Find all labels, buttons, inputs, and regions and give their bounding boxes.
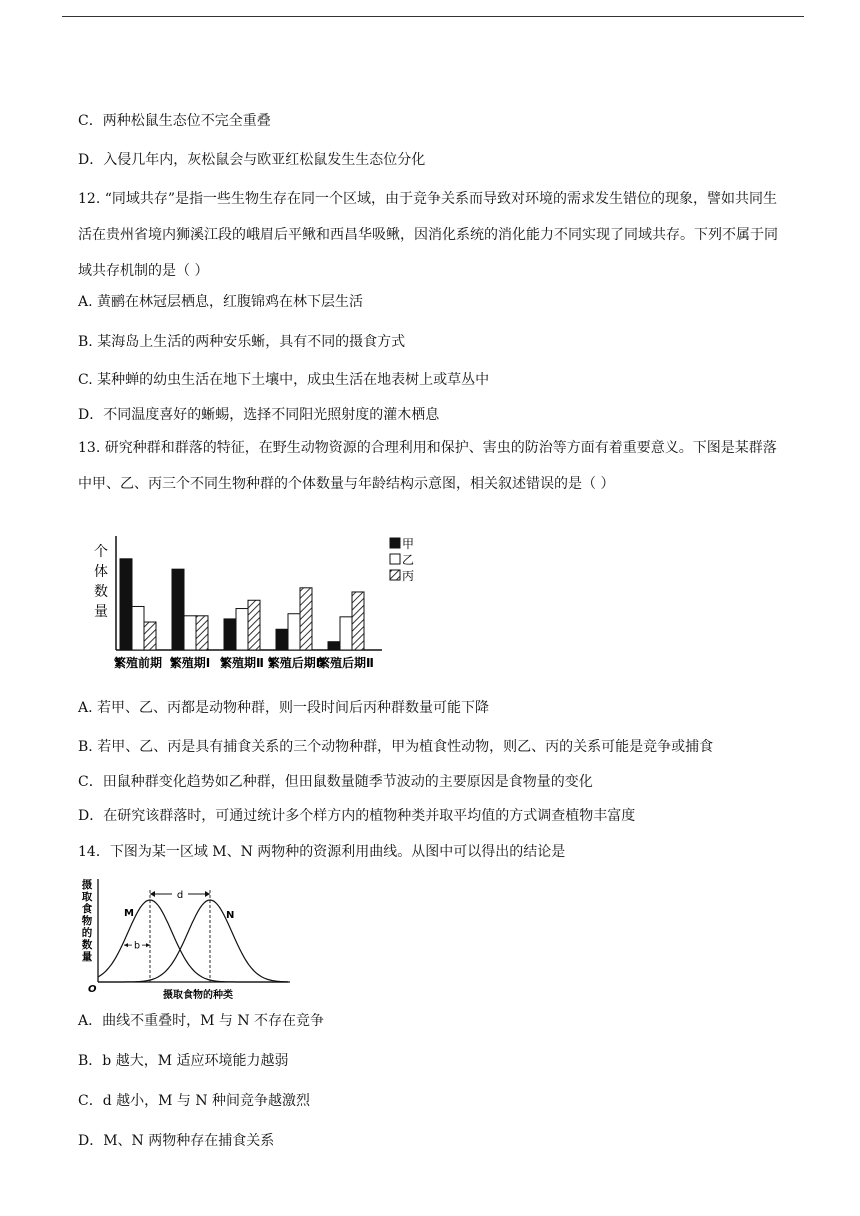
x-tick-label: 繁殖后期Ⅰ — [267, 656, 321, 670]
q14-option-a: A．曲线不重叠时，M 与 N 不存在竞争 — [78, 1013, 325, 1029]
resource-use-curve-chart — [78, 874, 308, 1002]
svg-text:个: 个 — [94, 544, 108, 560]
curve-x-axis-label: 摄取食物的种类 — [163, 990, 233, 1001]
curve-y-axis-char: 物 — [81, 915, 93, 927]
d-label: d — [176, 890, 184, 901]
q12-option-b: B. 某海岛上生活的两种安乐蜥，具有不同的摄食方式 — [78, 334, 406, 350]
curve-y-axis-char: 食 — [81, 903, 93, 915]
q14-option-d: D．M、N 两物种存在捕食关系 — [78, 1133, 275, 1149]
q14-option-b: B．b 越大，M 适应环境能力越弱 — [78, 1053, 289, 1069]
bar-丙-2 — [248, 600, 260, 650]
b-label: b — [133, 940, 141, 952]
svg-text:数: 数 — [94, 584, 108, 600]
svg-text:量: 量 — [94, 604, 108, 620]
legend-label-丙: 丙 — [402, 569, 415, 583]
header-rule — [62, 16, 804, 17]
curve-m-label: M — [124, 908, 134, 919]
q13-option-b: B. 若甲、乙、丙是具有捕食关系的三个动物种群，甲为植食性动物，则乙、丙的关系可能是竞争或捕食 — [78, 739, 714, 755]
b-arrow — [124, 941, 150, 952]
legend-swatch-甲 — [390, 538, 400, 548]
curve-y-axis-char: 量 — [81, 951, 93, 963]
q13-option-c: C．田鼠种群变化趋势如乙种群，但田鼠数量随季节波动的主要原因是食物量的变化 — [78, 774, 593, 790]
curve-y-axis-char: 摄 — [81, 879, 93, 891]
bar-乙-2 — [236, 609, 248, 650]
origin-label: O — [88, 984, 97, 995]
q11-option-c: C．两种松鼠生态位不完全重叠 — [78, 113, 271, 129]
q13-option-d: D．在研究该群落时，可通过统计多个样方内的植物种类并取平均值的方式调查植物丰富度 — [78, 808, 636, 824]
q12-option-c: C. 某种蝉的幼虫生活在地下土壤中，成虫生活在地表树上或草丛中 — [78, 372, 490, 388]
legend-label-乙: 乙 — [402, 553, 415, 567]
legend-swatch-乙 — [390, 554, 400, 564]
x-tick-label: 繁殖期Ⅰ — [169, 656, 211, 670]
bar-甲-4 — [328, 642, 340, 650]
q14-option-c: C．d 越小，M 与 N 种间竞争越激烈 — [78, 1093, 311, 1109]
bar-丙-3 — [300, 588, 312, 650]
svg-text:体: 体 — [94, 564, 108, 580]
bar-丙-0 — [144, 622, 156, 650]
q12-option-d: D．不同温度喜好的蜥蜴，选择不同阳光照射度的灌木栖息 — [78, 407, 440, 423]
d-arrow — [150, 890, 210, 901]
q13-stem: 13. 研究种群和群落的特征，在野生动物资源的合理利用和保护、害虫的防治等方面有着重要意义。下图是某群落中甲、乙、丙三个不同生物种群的个体数量与年龄结构示意图，相关叙述错误的是（ ） — [78, 440, 777, 492]
bar-乙-1 — [184, 616, 196, 650]
bar-乙-3 — [288, 614, 300, 650]
bar-甲-3 — [276, 629, 288, 650]
curve-y-axis-char: 取 — [81, 891, 93, 903]
age-structure-bar-chart — [92, 530, 415, 675]
q13-option-a: A. 若甲、乙、丙都是动物种群，则一段时间后丙种群数量可能下降 — [78, 700, 490, 716]
legend-swatch-丙 — [390, 570, 400, 580]
bar-丙-1 — [196, 616, 208, 650]
bar-乙-0 — [132, 606, 144, 650]
curve-y-axis-label — [82, 878, 93, 963]
curve-n-label: N — [226, 910, 235, 921]
bar-甲-2 — [224, 619, 236, 650]
q12-option-a: A. 黄鹂在林冠层栖息，红腹锦鸡在林下层生活 — [78, 294, 364, 310]
q11-option-d: D．入侵几年内，灰松鼠会与欧亚红松鼠发生生态位分化 — [78, 152, 426, 168]
y-axis-label — [94, 544, 108, 620]
x-tick-label: 繁殖期Ⅱ — [220, 656, 264, 670]
x-tick-label: 繁殖后期Ⅱ — [318, 656, 374, 670]
legend-label-甲: 甲 — [402, 537, 415, 551]
q14-stem: 14．下图为某一区域 M、N 两物种的资源利用曲线。从图中可以得出的结论是 — [78, 844, 566, 860]
bar-甲-0 — [120, 559, 132, 650]
bar-丙-4 — [352, 592, 364, 650]
x-tick-label: 繁殖前期 — [113, 656, 163, 670]
curve-y-axis-char: 数 — [81, 939, 93, 951]
curve-y-axis-char: 的 — [81, 927, 93, 939]
q12-stem: 12. “同域共存”是指一些生物生存在同一个区域，由于竞争关系而导致对环境的需求发生错位的现象，譬如共同生活在贵州省境内狮溪江段的峨眉后平鳅和西昌华吸鳅，因消化系统的消化能力不同实现了同域共存。下列不属于同域共存机制的是（ ） — [78, 191, 778, 279]
bar-乙-4 — [340, 617, 352, 650]
bar-甲-1 — [172, 569, 184, 650]
